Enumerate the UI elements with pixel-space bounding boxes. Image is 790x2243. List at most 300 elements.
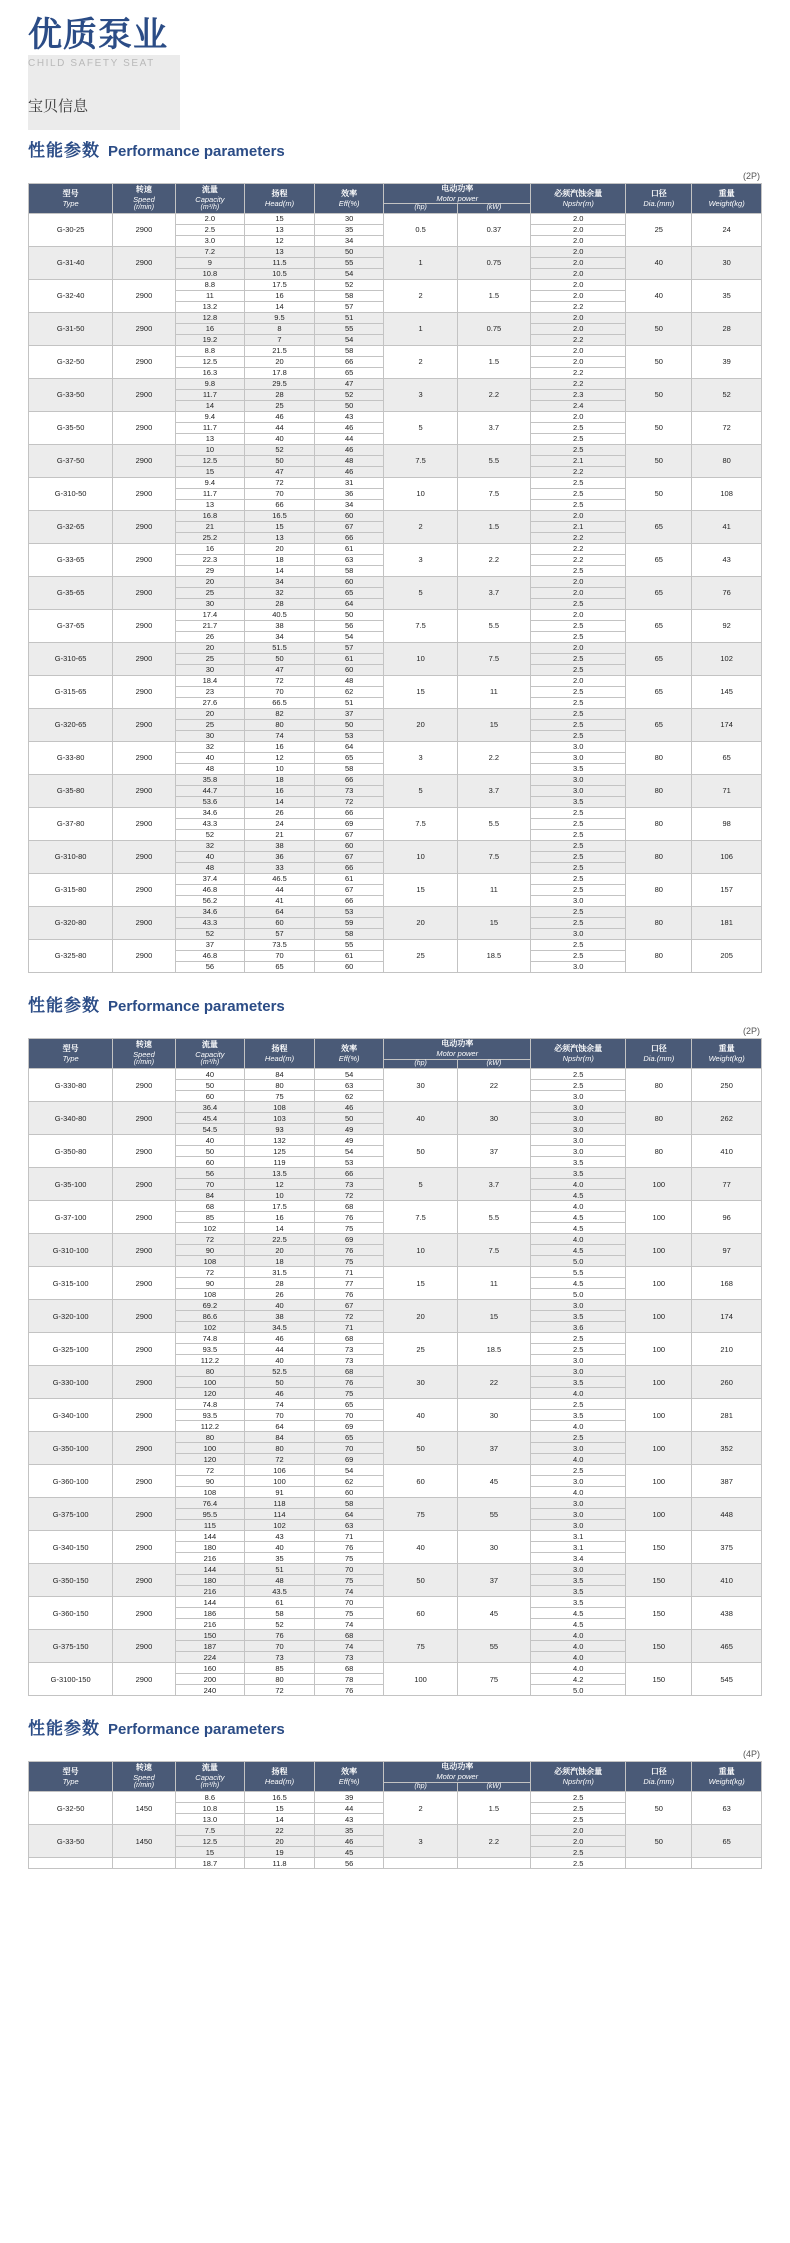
cell-capacity: 34.6 xyxy=(175,907,245,918)
cell-model: G-33-65 xyxy=(29,544,113,577)
cell-eff: 75 xyxy=(314,1575,384,1586)
cell-model: G-32-50 xyxy=(29,346,113,379)
cell-npshr: 3.0 xyxy=(531,1113,626,1124)
cell-eff: 63 xyxy=(314,1520,384,1531)
cell-npshr: 2.5 xyxy=(531,709,626,720)
cell-model: G-330-80 xyxy=(29,1069,113,1102)
table-row xyxy=(29,445,762,456)
cell-head: 16 xyxy=(245,742,315,753)
cell-power-kw: 1.5 xyxy=(457,511,530,544)
cell-eff: 70 xyxy=(314,1410,384,1421)
cell-head: 8 xyxy=(245,324,315,335)
cell-eff: 59 xyxy=(314,918,384,929)
cell-power-hp: 10 xyxy=(384,478,457,511)
cell-diameter: 100 xyxy=(626,1498,692,1531)
cell-head: 13 xyxy=(245,225,315,236)
cell-capacity: 120 xyxy=(175,1454,245,1465)
table-row xyxy=(29,313,762,324)
cell-npshr: 3.5 xyxy=(531,764,626,775)
cell-eff: 66 xyxy=(314,863,384,874)
col-header-motor-power: 电动功率 Motor power xyxy=(384,1762,531,1782)
cell-model: G-375-100 xyxy=(29,1498,113,1531)
cell-head: 72 xyxy=(245,676,315,687)
cell-head: 7 xyxy=(245,335,315,346)
pole-label: (2P) xyxy=(742,171,760,181)
cell-model: G-35-80 xyxy=(29,775,113,808)
cell-capacity: 22.3 xyxy=(175,555,245,566)
cell-diameter: 100 xyxy=(626,1168,692,1201)
cell-eff: 62 xyxy=(314,1476,384,1487)
cell-model: G-315-100 xyxy=(29,1267,113,1300)
cell-head: 32 xyxy=(245,588,315,599)
cell-eff: 56 xyxy=(314,621,384,632)
cell-npshr: 2.0 xyxy=(531,247,626,258)
cell-head: 46 xyxy=(245,1388,315,1399)
cell-power-hp: 1 xyxy=(384,247,457,280)
cell-eff: 73 xyxy=(314,786,384,797)
cell-eff: 60 xyxy=(314,511,384,522)
cell-head: 20 xyxy=(245,544,315,555)
cell-model: G-350-150 xyxy=(29,1564,113,1597)
cell-speed: 2900 xyxy=(113,742,175,775)
cell-head: 40 xyxy=(245,1542,315,1553)
cell-weight: 97 xyxy=(692,1234,762,1267)
cell-eff: 67 xyxy=(314,852,384,863)
cell-npshr: 2.5 xyxy=(531,654,626,665)
cell-weight: 77 xyxy=(692,1168,762,1201)
cell-npshr: 2.5 xyxy=(531,1465,626,1476)
cell-head: 11.5 xyxy=(245,258,315,269)
cell-head: 119 xyxy=(245,1157,315,1168)
cell-head: 15 xyxy=(245,1803,315,1814)
cell-diameter: 150 xyxy=(626,1597,692,1630)
cell-capacity: 186 xyxy=(175,1608,245,1619)
cell-capacity: 16.3 xyxy=(175,368,245,379)
cell-capacity: 12.5 xyxy=(175,1836,245,1847)
cell-npshr: 2.5 xyxy=(531,852,626,863)
cell-eff: 37 xyxy=(314,709,384,720)
cell-capacity: 115 xyxy=(175,1520,245,1531)
col-header-power-unit: (kW) xyxy=(457,1059,530,1069)
cell-eff: 55 xyxy=(314,940,384,951)
cell-head: 60 xyxy=(245,918,315,929)
cell-diameter: 80 xyxy=(626,808,692,841)
cell-diameter: 50 xyxy=(626,346,692,379)
brand-info: 宝贝信息 xyxy=(28,97,89,115)
cell-eff: 30 xyxy=(314,214,384,225)
cell-eff: 57 xyxy=(314,643,384,654)
cell-power-kw: 1.5 xyxy=(457,1792,530,1825)
col-header: 转速 Speed (r/min) xyxy=(113,1039,175,1069)
cell-eff: 48 xyxy=(314,456,384,467)
cell-power-hp: 100 xyxy=(384,1663,457,1696)
cell-head: 18 xyxy=(245,555,315,566)
cell-capacity: 37 xyxy=(175,940,245,951)
col-header: 效率 Eff(%) xyxy=(314,1039,384,1069)
cell-head: 73 xyxy=(245,1652,315,1663)
cell-capacity: 7.2 xyxy=(175,247,245,258)
cell-power-kw: 45 xyxy=(457,1597,530,1630)
cell-head: 64 xyxy=(245,1421,315,1432)
cell-npshr: 2.5 xyxy=(531,874,626,885)
cell-eff: 66 xyxy=(314,896,384,907)
cell-eff: 75 xyxy=(314,1608,384,1619)
col-header: 口径 Dia.(mm) xyxy=(626,1039,692,1069)
cell-npshr: 2.5 xyxy=(531,687,626,698)
cell-diameter: 100 xyxy=(626,1465,692,1498)
cell-capacity: 80 xyxy=(175,1432,245,1443)
cell-capacity: 84 xyxy=(175,1190,245,1201)
cell-diameter: 100 xyxy=(626,1300,692,1333)
cell-weight: 65 xyxy=(692,742,762,775)
cell-npshr: 2.5 xyxy=(531,918,626,929)
cell-npshr: 4.0 xyxy=(531,1201,626,1212)
cell-head: 38 xyxy=(245,841,315,852)
cell-head: 22.5 xyxy=(245,1234,315,1245)
cell-speed: 2900 xyxy=(113,808,175,841)
cell-eff: 76 xyxy=(314,1245,384,1256)
cell-head: 29.5 xyxy=(245,379,315,390)
cell-power-hp: 40 xyxy=(384,1531,457,1564)
cell-npshr: 2.2 xyxy=(531,544,626,555)
cell-eff: 46 xyxy=(314,445,384,456)
cell-speed: 2900 xyxy=(113,676,175,709)
cell-eff: 34 xyxy=(314,500,384,511)
col-header: 扬程 Head(m) xyxy=(245,1762,315,1792)
cell-diameter: 25 xyxy=(626,214,692,247)
cell-npshr: 2.1 xyxy=(531,522,626,533)
cell-capacity: 2.5 xyxy=(175,225,245,236)
cell-head: 44 xyxy=(245,423,315,434)
cell-eff: 35 xyxy=(314,1825,384,1836)
cell-power-hp: 30 xyxy=(384,1366,457,1399)
cell-capacity: 144 xyxy=(175,1597,245,1608)
cell-diameter: 100 xyxy=(626,1234,692,1267)
col-header: 重量 Weight(kg) xyxy=(692,184,762,214)
cell-capacity: 40 xyxy=(175,753,245,764)
cell-capacity: 27.6 xyxy=(175,698,245,709)
cell-weight: 174 xyxy=(692,1300,762,1333)
cell-npshr: 2.5 xyxy=(531,1399,626,1410)
table-wrapper xyxy=(28,183,762,973)
cell-power-hp: 10 xyxy=(384,841,457,874)
table-row xyxy=(29,214,762,225)
cell-npshr: 2.5 xyxy=(531,1432,626,1443)
cell-npshr: 2.5 xyxy=(531,1344,626,1355)
cell-eff: 75 xyxy=(314,1388,384,1399)
cell-npshr: 4.2 xyxy=(531,1674,626,1685)
cell-head: 13 xyxy=(245,247,315,258)
cell-capacity: 76.4 xyxy=(175,1498,245,1509)
cell-model: G-320-65 xyxy=(29,709,113,742)
cell-npshr: 2.0 xyxy=(531,225,626,236)
cell-npshr: 3.5 xyxy=(531,1575,626,1586)
cell-head: 16 xyxy=(245,1212,315,1223)
cell-eff: 54 xyxy=(314,1069,384,1080)
col-header: 效率 Eff(%) xyxy=(314,1762,384,1792)
cell-power-kw: 30 xyxy=(457,1399,530,1432)
cell-eff: 39 xyxy=(314,1792,384,1803)
col-header: 重量 Weight(kg) xyxy=(692,1762,762,1792)
col-header-power-unit: (hp) xyxy=(384,1059,457,1069)
cell-capacity: 46.8 xyxy=(175,885,245,896)
cell-head: 17.8 xyxy=(245,368,315,379)
cell-power-hp: 7.5 xyxy=(384,445,457,478)
cell-head: 103 xyxy=(245,1113,315,1124)
cell-eff: 56 xyxy=(314,1858,384,1869)
cell-speed: 2900 xyxy=(113,1333,175,1366)
cell-eff: 47 xyxy=(314,379,384,390)
cell-speed: 2900 xyxy=(113,445,175,478)
cell-head: 66 xyxy=(245,500,315,511)
col-header-power-unit: (hp) xyxy=(384,1782,457,1792)
cell-capacity: 8.8 xyxy=(175,280,245,291)
cell-weight: 352 xyxy=(692,1432,762,1465)
cell-diameter: 80 xyxy=(626,907,692,940)
cell-head: 80 xyxy=(245,1674,315,1685)
cell-power-kw: 2.2 xyxy=(457,742,530,775)
cell-capacity: 108 xyxy=(175,1256,245,1267)
cell-capacity: 19.2 xyxy=(175,335,245,346)
cell-head: 21 xyxy=(245,830,315,841)
cell-capacity: 120 xyxy=(175,1388,245,1399)
cell-head: 64 xyxy=(245,907,315,918)
cell-npshr: 3.0 xyxy=(531,1443,626,1454)
cell-diameter: 150 xyxy=(626,1663,692,1696)
cell-capacity: 20 xyxy=(175,643,245,654)
cell-weight: 92 xyxy=(692,610,762,643)
cell-speed: 2900 xyxy=(113,874,175,907)
cell-model: G-3100-150 xyxy=(29,1663,113,1696)
cell-npshr: 3.0 xyxy=(531,1366,626,1377)
cell-eff: 61 xyxy=(314,951,384,962)
cell-eff: 69 xyxy=(314,1421,384,1432)
cell-capacity: 8.8 xyxy=(175,346,245,357)
cell-head: 14 xyxy=(245,1814,315,1825)
cell-npshr: 5.5 xyxy=(531,1267,626,1278)
cell-head: 52 xyxy=(245,1619,315,1630)
cell-speed: 2900 xyxy=(113,1597,175,1630)
cell-power-hp: 2 xyxy=(384,280,457,313)
cell-diameter: 80 xyxy=(626,1069,692,1102)
cell-capacity: 30 xyxy=(175,731,245,742)
cell-model: G-320-80 xyxy=(29,907,113,940)
cell-capacity: 32 xyxy=(175,841,245,852)
table-row xyxy=(29,1630,762,1641)
cell-diameter: 50 xyxy=(626,1825,692,1858)
cell-power-kw: 1.5 xyxy=(457,346,530,379)
cell-npshr: 3.0 xyxy=(531,1520,626,1531)
cell-head: 74 xyxy=(245,1399,315,1410)
table-wrapper xyxy=(28,1761,762,1869)
cell-capacity: 240 xyxy=(175,1685,245,1696)
cell-diameter: 80 xyxy=(626,1135,692,1168)
cell-head: 58 xyxy=(245,1608,315,1619)
cell-head: 13 xyxy=(245,533,315,544)
cell-capacity: 72 xyxy=(175,1267,245,1278)
cell-capacity: 12.5 xyxy=(175,357,245,368)
cell-speed: 2900 xyxy=(113,841,175,874)
cell-speed: 2900 xyxy=(113,1135,175,1168)
cell-eff: 68 xyxy=(314,1333,384,1344)
cell-capacity: 16.8 xyxy=(175,511,245,522)
cell-npshr: 2.5 xyxy=(531,720,626,731)
cell-head: 10 xyxy=(245,764,315,775)
cell-weight: 438 xyxy=(692,1597,762,1630)
cell-diameter: 100 xyxy=(626,1399,692,1432)
cell-capacity: 160 xyxy=(175,1663,245,1674)
cell-diameter: 65 xyxy=(626,577,692,610)
cell-power-hp: 7.5 xyxy=(384,1201,457,1234)
cell-power-kw: 45 xyxy=(457,1465,530,1498)
cell-eff: 57 xyxy=(314,302,384,313)
cell-capacity: 43.3 xyxy=(175,819,245,830)
cell-power-hp: 10 xyxy=(384,1234,457,1267)
cell-npshr: 4.5 xyxy=(531,1608,626,1619)
cell-npshr: 3.1 xyxy=(531,1542,626,1553)
cell-weight: 410 xyxy=(692,1135,762,1168)
section-title-en: Performance parameters xyxy=(108,998,285,1016)
col-header-power-unit: (hp) xyxy=(384,204,457,214)
cell-capacity: 10.8 xyxy=(175,269,245,280)
cell-head: 16.5 xyxy=(245,1792,315,1803)
cell-npshr: 2.0 xyxy=(531,280,626,291)
cell-diameter: 150 xyxy=(626,1630,692,1663)
cell-capacity: 180 xyxy=(175,1575,245,1586)
cell-power-kw: 37 xyxy=(457,1135,530,1168)
cell-power-kw: 3.7 xyxy=(457,775,530,808)
cell-speed: 2900 xyxy=(113,412,175,445)
cell-npshr: 4.5 xyxy=(531,1223,626,1234)
cell-capacity: 93.5 xyxy=(175,1344,245,1355)
cell-speed: 1450 xyxy=(113,1792,175,1825)
cell-capacity: 52 xyxy=(175,929,245,940)
col-header: 必须汽蚀余量 Npshr(m) xyxy=(531,184,626,214)
table-row xyxy=(29,247,762,258)
cell-head: 10 xyxy=(245,1190,315,1201)
cell-eff: 54 xyxy=(314,632,384,643)
cell-diameter: 65 xyxy=(626,676,692,709)
cell-diameter: 100 xyxy=(626,1333,692,1366)
cell-diameter: 80 xyxy=(626,841,692,874)
cell-capacity: 100 xyxy=(175,1443,245,1454)
cell-capacity: 100 xyxy=(175,1377,245,1388)
cell-head: 34 xyxy=(245,632,315,643)
cell-capacity: 2.0 xyxy=(175,214,245,225)
cell-capacity: 216 xyxy=(175,1586,245,1597)
cell-npshr: 2.0 xyxy=(531,676,626,687)
cell-power-hp: 20 xyxy=(384,1300,457,1333)
col-header: 扬程 Head(m) xyxy=(245,184,315,214)
cell-eff: 54 xyxy=(314,269,384,280)
cell-power-kw: 30 xyxy=(457,1531,530,1564)
table-row xyxy=(29,940,762,951)
table-row xyxy=(29,1663,762,1674)
cell-capacity: 60 xyxy=(175,1157,245,1168)
cell-eff: 58 xyxy=(314,764,384,775)
cell-head: 31.5 xyxy=(245,1267,315,1278)
table-row xyxy=(29,1531,762,1542)
cell-head: 19 xyxy=(245,1847,315,1858)
cell-power-kw: 5.5 xyxy=(457,808,530,841)
cell-model: G-310-65 xyxy=(29,643,113,676)
cell-head: 80 xyxy=(245,720,315,731)
cell-eff: 55 xyxy=(314,258,384,269)
cell-eff: 49 xyxy=(314,1124,384,1135)
cell-eff: 67 xyxy=(314,885,384,896)
cell-npshr: 2.5 xyxy=(531,621,626,632)
cell-npshr: 4.0 xyxy=(531,1652,626,1663)
table-row xyxy=(29,544,762,555)
cell-power-kw: 22 xyxy=(457,1069,530,1102)
cell-eff: 65 xyxy=(314,368,384,379)
cell-weight: 262 xyxy=(692,1102,762,1135)
cell-capacity: 35.8 xyxy=(175,775,245,786)
cell-speed xyxy=(113,1858,175,1869)
cell-diameter: 65 xyxy=(626,544,692,577)
cell-npshr: 2.5 xyxy=(531,632,626,643)
cell-eff: 65 xyxy=(314,588,384,599)
cell-head: 72 xyxy=(245,1685,315,1696)
table-row xyxy=(29,1135,762,1146)
cell-head: 132 xyxy=(245,1135,315,1146)
cell-eff: 34 xyxy=(314,236,384,247)
table-row xyxy=(29,1300,762,1311)
table-row xyxy=(29,412,762,423)
cell-head: 14 xyxy=(245,1223,315,1234)
cell-head: 36 xyxy=(245,852,315,863)
cell-power-hp: 15 xyxy=(384,1267,457,1300)
cell-speed: 2900 xyxy=(113,907,175,940)
cell-head: 33 xyxy=(245,863,315,874)
cell-capacity: 25.2 xyxy=(175,533,245,544)
cell-npshr: 3.0 xyxy=(531,1135,626,1146)
cell-diameter: 100 xyxy=(626,1267,692,1300)
cell-speed: 2900 xyxy=(113,1564,175,1597)
cell-capacity: 29 xyxy=(175,566,245,577)
table-row xyxy=(29,841,762,852)
cell-eff: 46 xyxy=(314,1102,384,1113)
cell-capacity: 40 xyxy=(175,1135,245,1146)
cell-head: 48 xyxy=(245,1575,315,1586)
cell-speed: 2900 xyxy=(113,1267,175,1300)
cell-npshr: 3.0 xyxy=(531,1146,626,1157)
cell-capacity: 18.4 xyxy=(175,676,245,687)
cell-capacity: 60 xyxy=(175,1091,245,1102)
cell-weight: 65 xyxy=(692,1825,762,1858)
cell-capacity: 23 xyxy=(175,687,245,698)
cell-npshr: 2.0 xyxy=(531,511,626,522)
cell-model: G-37-50 xyxy=(29,445,113,478)
cell-speed: 2900 xyxy=(113,1300,175,1333)
cell-npshr: 2.0 xyxy=(531,357,626,368)
cell-capacity: 11.7 xyxy=(175,489,245,500)
cell-eff: 70 xyxy=(314,1597,384,1608)
cell-capacity: 37.4 xyxy=(175,874,245,885)
cell-npshr: 4.0 xyxy=(531,1179,626,1190)
cell-weight: 448 xyxy=(692,1498,762,1531)
table-row xyxy=(29,1102,762,1113)
cell-power-hp: 2 xyxy=(384,346,457,379)
cell-eff: 46 xyxy=(314,467,384,478)
cell-capacity: 50 xyxy=(175,1080,245,1091)
cell-weight: 71 xyxy=(692,775,762,808)
cell-capacity: 102 xyxy=(175,1322,245,1333)
cell-head: 70 xyxy=(245,687,315,698)
cell-power-hp: 0.5 xyxy=(384,214,457,247)
cell-model: G-310-80 xyxy=(29,841,113,874)
cell-capacity: 187 xyxy=(175,1641,245,1652)
